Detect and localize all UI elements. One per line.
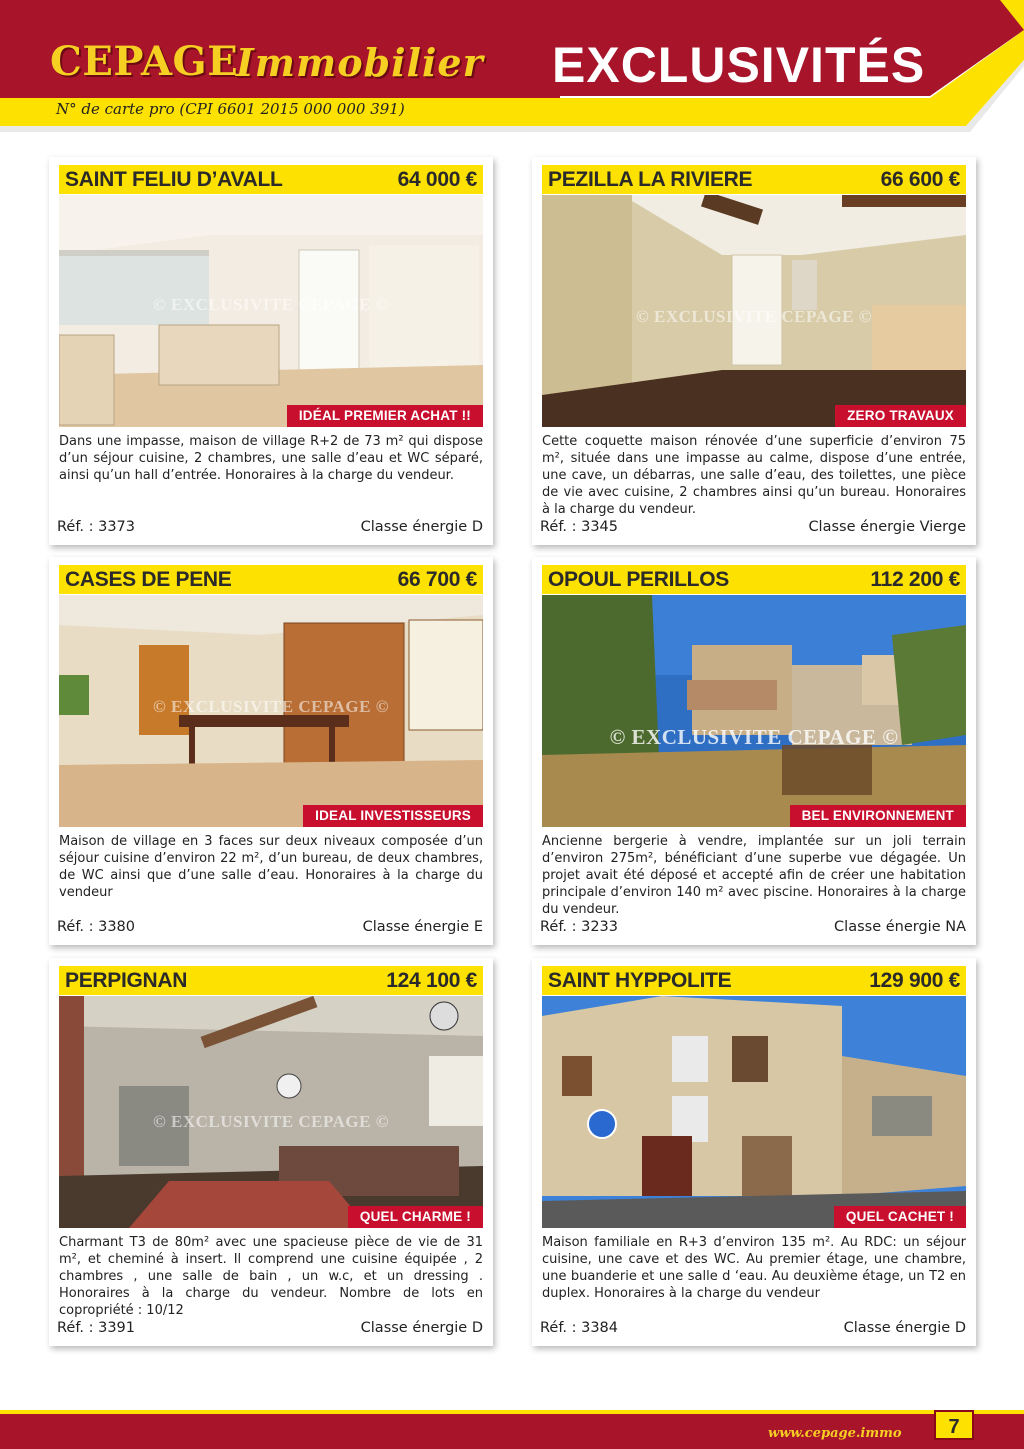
listing-city: PEZILLA LA RIVIERE — [548, 167, 753, 191]
listing-header — [59, 565, 483, 594]
listing-city: SAINT HYPPOLITE — [548, 968, 732, 992]
listing-photo[interactable] — [542, 996, 966, 1228]
listing-energy-class: Classe énergie Vierge — [808, 519, 966, 535]
listing-photo[interactable] — [542, 195, 966, 427]
listing-description: Charmant T3 de 80m² avec une spacieuse pièce de vie de 31 m², et cheminé à insert. Il comprend une cuisine équipée , 2 chambres , une salle de bain , un w.c, et un dressing . Honoraires à la charge du vendeur. Nombre de lots en copropriété : 10/12 — [59, 1235, 483, 1318]
listing-ref: Réf. : 3384 — [540, 1320, 619, 1336]
listing-tag: IDÉAL PREMIER ACHAT !! — [287, 405, 483, 427]
listing-header — [542, 565, 966, 594]
listing-photo[interactable] — [59, 595, 483, 827]
listing-tag: IDEAL INVESTISSEURS — [303, 805, 483, 827]
page-headline: EXCLUSIVITÉS — [552, 37, 926, 93]
page-footer — [0, 1410, 1024, 1449]
listing-header — [59, 165, 483, 194]
photo-watermark: © EXCLUSIVITE CEPAGE © — [636, 307, 872, 326]
photo-watermark: © EXCLUSIVITE CEPAGE © — [609, 725, 899, 749]
listing-header — [59, 966, 483, 995]
listing-photo[interactable] — [59, 996, 483, 1228]
listing-energy-class: Classe énergie D — [360, 519, 483, 535]
listing-energy-class: Classe énergie E — [362, 919, 483, 935]
carte-pro-number: N° de carte pro (CPI 6601 2015 000 000 391) — [56, 100, 405, 118]
page-number: 7 — [934, 1410, 974, 1440]
listing-header — [542, 165, 966, 194]
listing-ref: Réf. : 3373 — [57, 519, 136, 535]
listing-price: 66 600 € — [880, 167, 960, 191]
listing-card[interactable] — [49, 958, 493, 1346]
listing-tag: ZERO TRAVAUX — [835, 405, 966, 427]
listing-card[interactable] — [49, 557, 493, 945]
listing-card[interactable] — [532, 557, 976, 945]
brand-logo-suffix: Immobilier — [236, 40, 484, 85]
listing-price: 129 900 € — [869, 968, 960, 992]
listing-header — [542, 966, 966, 995]
townhouse-photo-graphic — [542, 996, 966, 1228]
listing-photo[interactable] — [542, 595, 966, 827]
listing-city: CASES DE PENE — [65, 567, 232, 591]
listing-ref: Réf. : 3380 — [57, 919, 136, 935]
listing-ref: Réf. : 3345 — [540, 519, 619, 535]
website-url[interactable]: www.cepage.immo — [768, 1426, 902, 1441]
old-barn-photo-graphic — [542, 595, 966, 827]
listing-price: 112 200 € — [870, 567, 960, 591]
listing-photo[interactable] — [59, 195, 483, 427]
listing-description: Maison de village en 3 faces sur deux niveaux composée d’un séjour cuisine d’environ 22 m², d’un bureau, de deux chambres, de WC ainsi que d’une salle d’eau. Honoraires à la charge du vendeur — [59, 834, 483, 900]
listing-energy-class: Classe énergie D — [360, 1320, 483, 1336]
listing-city: OPOUL PERILLOS — [548, 567, 729, 591]
listing-description: Cette coquette maison rénovée d’une superficie d’environ 75 m², située dans une impasse au calme, dispose d’une entrée, une cave, un débarras, une salle d’eau, des toilettes, une pièce de vie avec cuisine, 2 chambres ainsi qu’un bureau. Honoraires à la charge du vendeur. — [542, 434, 966, 517]
listing-description: Ancienne bergerie à vendre, implantée sur un joli terrain d’environ 275m², bénéficiant d’une superbe vue dégagée. Un projet avait été déposé et accepté afin de créer une habitation principale d’environ 140 m² avec piscine. Honoraires à la charge du vendeur. — [542, 834, 966, 917]
listing-energy-class: Classe énergie D — [843, 1320, 966, 1336]
listing-city: PERPIGNAN — [65, 968, 188, 992]
listing-description: Dans une impasse, maison de village R+2 de 73 m² qui dispose d’un séjour cuisine, 2 chambres, une salle d’eau et WC séparé, ainsi qu’un hall d’entrée. Honoraires à la charge du vendeur. — [59, 434, 483, 483]
listing-tag: BEL ENVIRONNEMENT — [790, 805, 966, 827]
photo-watermark: © EXCLUSIVITE CEPAGE © — [153, 697, 389, 716]
brand-logo: CEPAGE — [50, 38, 239, 85]
listing-price: 66 700 € — [397, 567, 477, 591]
photo-watermark: © EXCLUSIVITE CEPAGE © — [153, 295, 389, 314]
listing-tag: QUEL CACHET ! — [834, 1206, 966, 1228]
listing-city: SAINT FELIU D’AVALL — [65, 167, 283, 191]
listing-ref: Réf. : 3233 — [540, 919, 619, 935]
listing-price: 64 000 € — [397, 167, 477, 191]
listing-description: Maison familiale en R+3 d’environ 135 m². Au RDC: un séjour cuisine, une cave et des WC. Au premier étage, une chambre, une buanderie et une salle d ‘eau. Au deuxième étage, un T2 en duplex. Honoraires à la charge du vendeur — [542, 1235, 966, 1301]
page-header — [0, 0, 1024, 135]
listing-price: 124 100 € — [386, 968, 477, 992]
listing-energy-class: Classe énergie NA — [834, 919, 966, 935]
listing-card[interactable] — [49, 157, 493, 545]
listing-card[interactable] — [532, 958, 976, 1346]
listing-tag: QUEL CHARME ! — [348, 1206, 483, 1228]
photo-watermark: © EXCLUSIVITE CEPAGE © — [153, 1112, 389, 1131]
listing-card[interactable] — [532, 157, 976, 545]
listing-ref: Réf. : 3391 — [57, 1320, 136, 1336]
